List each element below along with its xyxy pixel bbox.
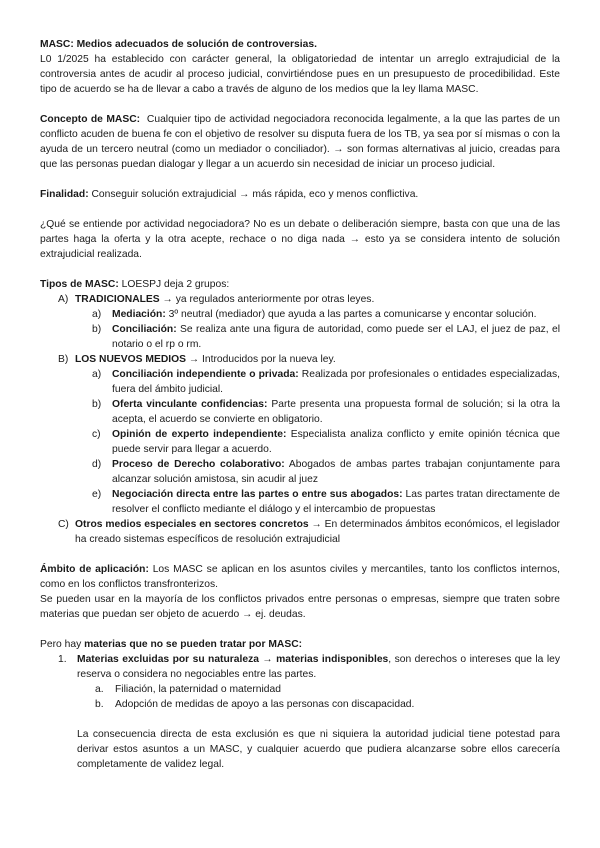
item-label: Conciliación independiente o privada: <box>112 369 299 380</box>
list-marker: a. <box>95 684 104 695</box>
item-text: Parte presenta una propuesta formal de solución; si la otra la acepta, el acuerdo se convierte en obligatorio. <box>112 399 560 425</box>
list-item <box>40 427 560 457</box>
item-text: Adopción de medidas de apoyo a las personas con discapacidad. <box>115 699 415 710</box>
concepto-text: Cualquier tipo de actividad negociadora reconocida legalmente, a la que las partes de un conflicto acuden de buena fe con el objetivo de resolver su disputa fuera de los TB, ya sea por sí mismas o con la ayuda de un tercero neutral (como un mediador o conciliador). → son formas alternativas al juicio, creadas para que las personas puedan dialogar y llegar a un acuerdo sin necesidad de iniciar un proceso judicial. <box>40 114 560 170</box>
item-text: Las partes tratan directamente de resolver el conflicto mediante el diálogo y el intercambio de propuestas <box>112 489 560 515</box>
consecuencia-paragraph: La consecuencia directa de esta exclusión es que ni siquiera la autoridad judicial tiene potestad para derivar estos asuntos a un MASC, y cualquier acuerdo que pudiera alcanzarse sobre ellos carecería completamente de validez legal. <box>77 729 560 770</box>
ambito-text: Los MASC se aplican en los asuntos civiles y mercantiles, tanto los conflictos internos, como en los conflictos transfronterizos. <box>40 564 560 590</box>
intro-paragraph: L0 1/2025 ha establecido con carácter general, la obligatoriedad de intentar un arreglo extrajudicial de la controversia antes de acudir al proceso judicial, convirtiéndose pues en un presupuesto de procedibilidad. Este tipo de acuerdo se ha de llevar a cabo a través de alguno de los medios que la ley llama MASC. <box>40 54 560 95</box>
concepto-label: Concepto de MASC: <box>40 114 141 125</box>
list-item <box>40 307 560 322</box>
finalidad-text: Conseguir solución extrajudicial → más rápida, eco y menos conflictiva. <box>91 189 419 200</box>
tipos-text: LOESPJ deja 2 grupos: <box>121 279 230 290</box>
concepto-paragraph <box>40 112 560 172</box>
item-label: Proceso de Derecho colaborativo: <box>112 459 285 470</box>
spacer <box>40 547 560 562</box>
list-item <box>40 487 560 517</box>
list-item <box>40 367 560 397</box>
spacer <box>40 622 560 637</box>
item-text: 3º neutral (mediador) que ayuda a las partes a comunicarse y encontar solución. <box>168 309 537 320</box>
item-text: Especialista analiza conflicto y emite opinión técnica que puede servir para llegar a acuerdo. <box>112 429 560 455</box>
list-marker: B) <box>58 354 69 365</box>
item-label: Oferta vinculante confidencias: <box>112 399 268 410</box>
list-marker: a) <box>92 309 102 320</box>
finalidad-label: Finalidad: <box>40 189 89 200</box>
item-text: Filiación, la paternidad o maternidad <box>115 684 281 695</box>
item-text: Se realiza ante una figura de autoridad, como puede ser el LAJ, el juez de paz, el notario o el rp o rm. <box>112 324 560 350</box>
spacer <box>40 262 560 277</box>
tipo-b-label: LOS NUEVOS MEDIOS <box>75 354 186 365</box>
tipo-c-item <box>40 517 560 547</box>
list-item <box>40 457 560 487</box>
tipo-a-label: TRADICIONALES <box>75 294 160 305</box>
spacer <box>40 97 560 112</box>
tipo-c-label: Otros medios especiales en sectores concretos <box>75 519 309 530</box>
ambito-label: Ámbito de aplicación: <box>40 564 149 575</box>
item-label: Conciliación: <box>112 324 177 335</box>
item-text: Realizada por profesionales o entidades especializadas, fuera del ámbito judicial. <box>112 369 560 395</box>
ambito-paragraph <box>40 562 560 592</box>
tipo-a-text: → ya regulados anteriormente por otras leyes. <box>162 294 375 305</box>
tipos-heading <box>40 277 560 292</box>
list-marker: d) <box>92 459 102 470</box>
tipo-c-text: → En determinados ámbitos económicos, el legislador ha creado sistemas específicos de resolución extrajudicial <box>75 519 560 545</box>
actividad-paragraph: ¿Qué se entiende por actividad negociadora? No es un debate o deliberación siempre, basta con que una de las partes haga la oferta y la otra acepte, rechace o no diga nada → esto ya se considera intento de solución extrajudicial realizada. <box>40 219 560 260</box>
materias-intro: Pero hay <box>40 639 82 650</box>
finalidad-paragraph <box>40 187 560 202</box>
list-marker: b) <box>92 324 102 335</box>
list-marker: e) <box>92 489 102 500</box>
tipo-b-item <box>40 352 560 367</box>
spacer <box>40 172 560 187</box>
list-marker: C) <box>58 519 69 530</box>
tipo-b-text: → Introducidos por la nueva ley. <box>188 354 336 365</box>
list-marker: c) <box>92 429 101 440</box>
document-title: MASC: Medios adecuados de solución de controversias. <box>40 39 317 50</box>
item-text: , son derechos o intereses que la ley reserva o considera no negociables entre las partes. <box>77 654 561 680</box>
materias-label: materias que no se pueden tratar por MASC: <box>84 639 303 650</box>
list-marker: 1. <box>58 654 67 665</box>
spacer <box>40 202 560 217</box>
list-item <box>40 682 560 697</box>
item-label: Negociación directa entre las partes o entre sus abogados: <box>112 489 403 500</box>
materias-heading <box>40 637 560 652</box>
list-marker: b) <box>92 399 102 410</box>
list-item <box>40 697 560 712</box>
item-label: Mediación: <box>112 309 166 320</box>
list-item <box>40 322 560 352</box>
list-item <box>40 652 560 682</box>
list-marker: a) <box>92 369 102 380</box>
item-label: Materias excluidas por su naturaleza → materias indisponibles <box>77 654 389 665</box>
list-marker: A) <box>58 294 69 305</box>
list-marker: b. <box>95 699 104 710</box>
spacer <box>40 712 560 727</box>
ambito-paragraph-2: Se pueden usar en la mayoría de los conflictos privados entre personas o empresas, siempre que traten sobre materias que puedan ser objeto de acuerdo → ej. deudas. <box>40 594 560 620</box>
tipos-label: Tipos de MASC: <box>40 279 119 290</box>
item-label: Opinión de experto independiente: <box>112 429 287 440</box>
tipo-a-item <box>40 292 560 307</box>
item-text: Abogados de ambas partes trabajan conjuntamente para alcanzar solución amistosa, sin acudir al juez <box>112 459 561 485</box>
list-item <box>40 397 560 427</box>
